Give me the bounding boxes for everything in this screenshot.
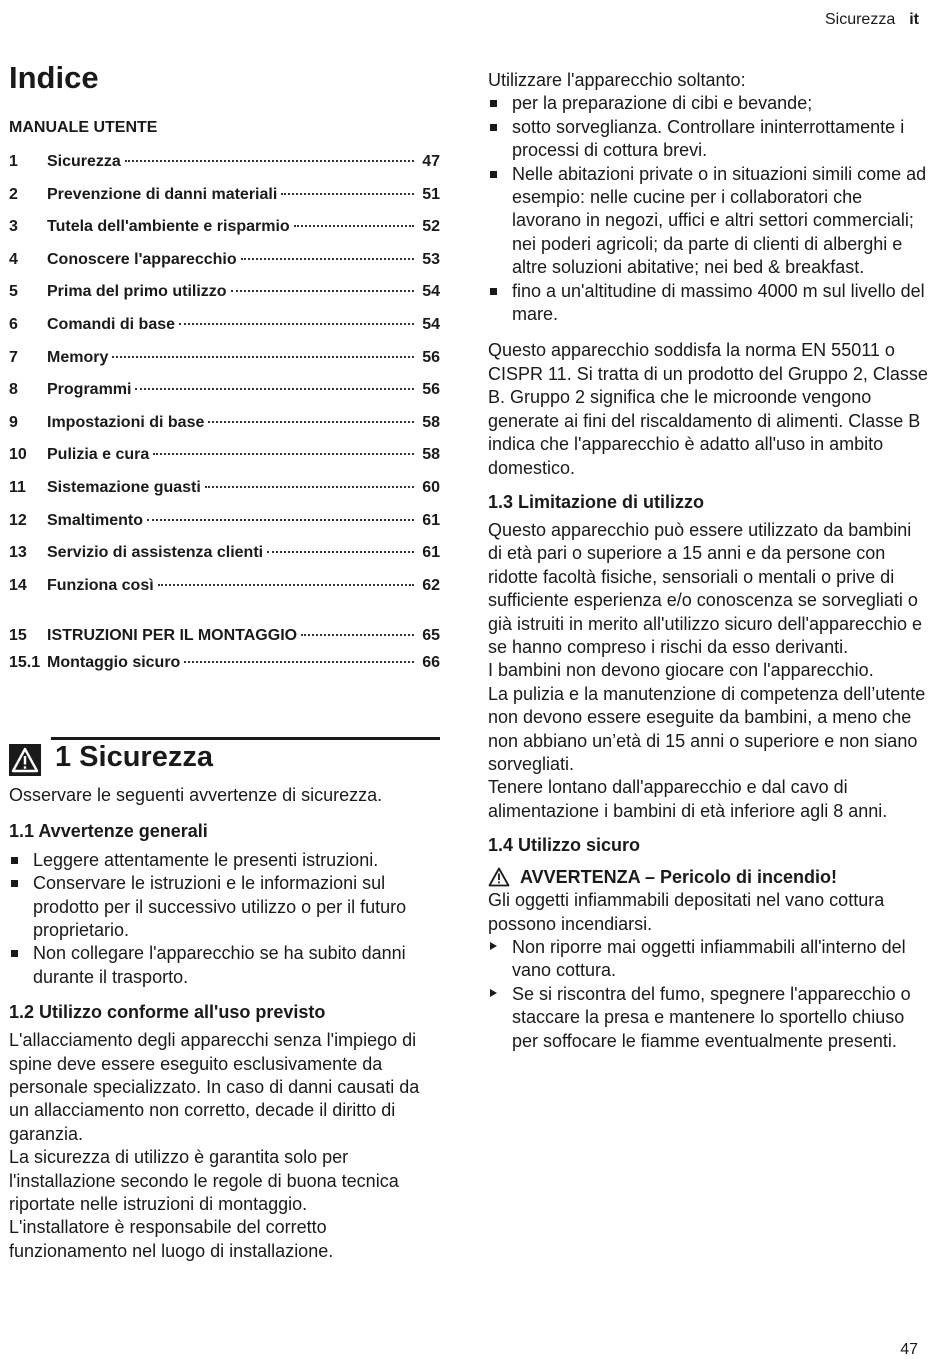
- heading-1-2: 1.2 Utilizzo conforme all'uso previsto: [9, 1002, 326, 1023]
- paragraph: L'allacciamento degli apparecchi senza l'impiego di spine deve essere eseguito esclusivamente da personale specializzato. In caso di danni causati da un allacciamento non corretto, decade il diritto di garanzia.: [9, 1030, 420, 1144]
- toc-page-number: 60: [422, 478, 440, 496]
- toc-leader-dots: [125, 160, 414, 162]
- toc-row[interactable]: [9, 251, 440, 284]
- toc-leader-dots: [281, 193, 414, 195]
- list-item: sotto sorveglianza. Controllare ininterrottamente i processi di cottura brevi.: [488, 116, 928, 163]
- toc-entry-title: Sicurezza: [47, 153, 121, 170]
- toc-entry-title: Conoscere l'apparecchio: [47, 250, 237, 268]
- toc-page-number: 52: [422, 218, 440, 236]
- toc-leader-dots: [241, 258, 414, 260]
- toc-number: 14: [9, 576, 27, 594]
- toc-number: 13: [9, 544, 27, 562]
- list-item: fino a un'altitudine di massimo 4000 m sul livello del mare.: [488, 280, 928, 327]
- heading-1-4: 1.4 Utilizzo sicuro: [488, 835, 641, 856]
- warning-icon: [9, 744, 41, 776]
- toc-page-number: 61: [422, 544, 440, 562]
- header-section: Sicurezza: [824, 11, 896, 28]
- heading-1-3: 1.3 Limitazione di utilizzo: [488, 491, 705, 512]
- toc-number: 2: [9, 185, 18, 203]
- toc-number: 1: [9, 153, 18, 170]
- toc-number: 12: [9, 511, 27, 529]
- toc-page-number: 56: [422, 348, 440, 366]
- toc-row[interactable]: [9, 153, 440, 186]
- toc-leader-dots: [112, 356, 414, 358]
- warning-text: Gli oggetti infiammabili depositati nel vano cottura possono incendiarsi.: [488, 890, 885, 934]
- fire-warning: [488, 865, 928, 889]
- toc-page-number: 62: [422, 576, 440, 594]
- list-item: Leggere attentamente le presenti istruzioni.: [9, 849, 440, 872]
- norm-paragraph: Questo apparecchio soddisfa la norma EN 55011 o CISPR 11. Si tratta di un prodotto del Gruppo 2, Classe B. Gruppo 2 significa che le microonde vengono generate ai fini del riscaldamento di alimenti. Classe B indica che l'apparecchio è adatto all'uso in ambito domestico.: [488, 340, 928, 478]
- use-lead: Utilizzare l'apparecchio soltanto:: [488, 70, 746, 90]
- section-title: 1 Sicurezza: [55, 741, 213, 774]
- toc-entry-title: Prevenzione di danni materiali: [47, 185, 278, 203]
- header-language: it: [909, 11, 919, 28]
- toc-number: 10: [9, 446, 27, 464]
- toc-entry-title: Tutela dell'ambiente e risparmio: [47, 218, 290, 236]
- list-item: Se si riscontra del fumo, spegnere l'apparecchio o staccare la presa e mantenere lo sportello chiuso per soffocare le fiamme eventualmente presenti.: [488, 983, 928, 1053]
- heading-1-1: 1.1 Avvertenze generali: [9, 820, 208, 841]
- toc-entry-title: Pulizia e cura: [47, 446, 150, 464]
- toc-row[interactable]: [9, 283, 440, 316]
- list-item: Non collegare l'apparecchio se ha subito danni durante il trasporto.: [9, 942, 440, 989]
- toc-page-number: 61: [422, 511, 440, 529]
- toc-page-number: 51: [422, 185, 440, 203]
- toc-page-number: 56: [422, 381, 440, 399]
- toc-number: 15.1: [9, 654, 41, 672]
- toc-number: 4: [9, 250, 18, 268]
- toc-leader-dots: [205, 486, 414, 488]
- general-warnings-list: [9, 849, 440, 989]
- toc-entry-title: Programmi: [47, 381, 132, 399]
- toc-page-number: 58: [422, 413, 440, 431]
- toc-number: 6: [9, 315, 18, 333]
- toc-entry-title: Impostazioni di base: [47, 413, 205, 431]
- toc-entry-title: Servizio di assistenza clienti: [47, 544, 264, 562]
- toc-leader-dots: [179, 323, 414, 325]
- list-item: Non riporre mai oggetti infiammabili all'interno del vano cottura.: [488, 936, 928, 983]
- heading-rule: [51, 737, 440, 740]
- use-list: [488, 92, 928, 326]
- list-item: per la preparazione di cibi e bevande;: [488, 92, 928, 115]
- toc-leader-dots: [184, 661, 414, 663]
- toc-leader-dots: [231, 290, 414, 292]
- paragraph: Tenere lontano dall'apparecchio e dal cavo di alimentazione i bambini di età inferiore agli 8 anni.: [488, 777, 888, 821]
- toc-number: 7: [9, 348, 18, 366]
- toc-row[interactable]: [9, 627, 440, 654]
- toc-entry-title: Montaggio sicuro: [47, 654, 181, 672]
- toc-page-number: 58: [422, 446, 440, 464]
- toc-title: Indice: [9, 60, 99, 95]
- toc-entry-title: Memory: [47, 348, 109, 366]
- warning-triangle-icon: [488, 867, 510, 887]
- toc-entry-title: ISTRUZIONI PER IL MONTAGGIO: [47, 627, 298, 645]
- toc-row[interactable]: [9, 544, 440, 577]
- toc-entry-title: Sistemazione guasti: [47, 478, 201, 496]
- toc-row[interactable]: [9, 186, 440, 219]
- toc-entry-title: Funziona così: [47, 576, 154, 594]
- section-heading: [9, 737, 440, 781]
- toc-leader-dots: [301, 634, 414, 636]
- toc-row[interactable]: [9, 479, 440, 512]
- toc-install-list: [9, 627, 440, 681]
- toc-leader-dots: [135, 388, 414, 390]
- toc-label: MANUALE UTENTE: [9, 119, 158, 136]
- toc-list: [9, 153, 440, 609]
- toc-row[interactable]: [9, 316, 440, 349]
- list-item: Nelle abitazioni private o in situazioni simili come ad esempio: nelle cucine per i collaboratori che lavorano in negozi, uffici e altri settori commerciali; nei poderi agricoli; da parte di clienti di alberghi e altre soluzioni abitative; nei bed & breakfast.: [488, 163, 928, 280]
- list-item: Conservare le istruzioni e le informazioni sul prodotto per il successivo utilizzo o per il futuro proprietario.: [9, 872, 440, 942]
- toc-leader-dots: [267, 551, 414, 553]
- toc-row[interactable]: [9, 654, 440, 681]
- toc-number: 15: [9, 627, 27, 645]
- page-header: [825, 11, 919, 29]
- toc-row[interactable]: [9, 381, 440, 414]
- toc-page-number: 53: [422, 250, 440, 268]
- toc-row[interactable]: [9, 414, 440, 447]
- toc-number: 11: [9, 478, 26, 496]
- safety-intro: Osservare le seguenti avvertenze di sicurezza.: [9, 785, 383, 806]
- toc-page-number: 54: [422, 315, 440, 333]
- toc-entry-title: Comandi di base: [47, 315, 176, 333]
- toc-number: 5: [9, 283, 18, 301]
- toc-number: 3: [9, 218, 18, 236]
- toc-page-number: 54: [422, 283, 440, 301]
- toc-row[interactable]: [9, 446, 440, 479]
- paragraph: L'installatore è responsabile del corretto funzionamento nel luogo di installazione.: [9, 1217, 334, 1261]
- toc-number: 9: [9, 413, 18, 431]
- toc-row[interactable]: [9, 349, 440, 382]
- page-number: 47: [900, 1341, 918, 1358]
- toc-page-number: 66: [422, 654, 440, 672]
- warning-label: AVVERTENZA – Pericolo di incendio!: [520, 867, 838, 888]
- toc-leader-dots: [208, 421, 414, 423]
- toc-leader-dots: [153, 453, 414, 455]
- toc-entry-title: Smaltimento: [47, 511, 144, 529]
- toc-page-number: 65: [422, 627, 440, 645]
- toc-leader-dots: [294, 225, 414, 227]
- paragraph: La sicurezza di utilizzo è garantita solo per l'installazione secondo le regole di buona tecnica riportate nelle istruzioni di montaggio.: [9, 1147, 399, 1214]
- right-column: [488, 69, 928, 1053]
- left-column: [9, 60, 440, 1263]
- toc-row[interactable]: [9, 577, 440, 610]
- toc-number: 8: [9, 381, 18, 399]
- paragraph: La pulizia e la manutenzione di competenza dell’utente non devono essere eseguite da bambini, a meno che non abbiano un’età di 15 anni o superiore e non siano sorvegliati.: [488, 683, 926, 774]
- fire-actions-list: [488, 936, 928, 1053]
- paragraph: Questo apparecchio può essere utilizzato da bambini di età pari o superiore a 15 anni e da persone con ridotte facoltà fisiche, sensoriali o mentali o prive di sufficiente esperienza e/o conoscenza se sorvegliati o già istruiti in merito all'utilizzo sicuro dell'apparecchio e se hanno compreso i rischi da esso derivanti.: [488, 519, 923, 657]
- toc-row[interactable]: [9, 512, 440, 545]
- toc-page-number: 47: [422, 153, 440, 170]
- toc-leader-dots: [147, 519, 414, 521]
- toc-leader-dots: [158, 584, 414, 586]
- toc-row[interactable]: [9, 218, 440, 251]
- toc-entry-title: Prima del primo utilizzo: [47, 283, 227, 301]
- paragraph: I bambini non devono giocare con l'apparecchio.: [488, 660, 874, 681]
